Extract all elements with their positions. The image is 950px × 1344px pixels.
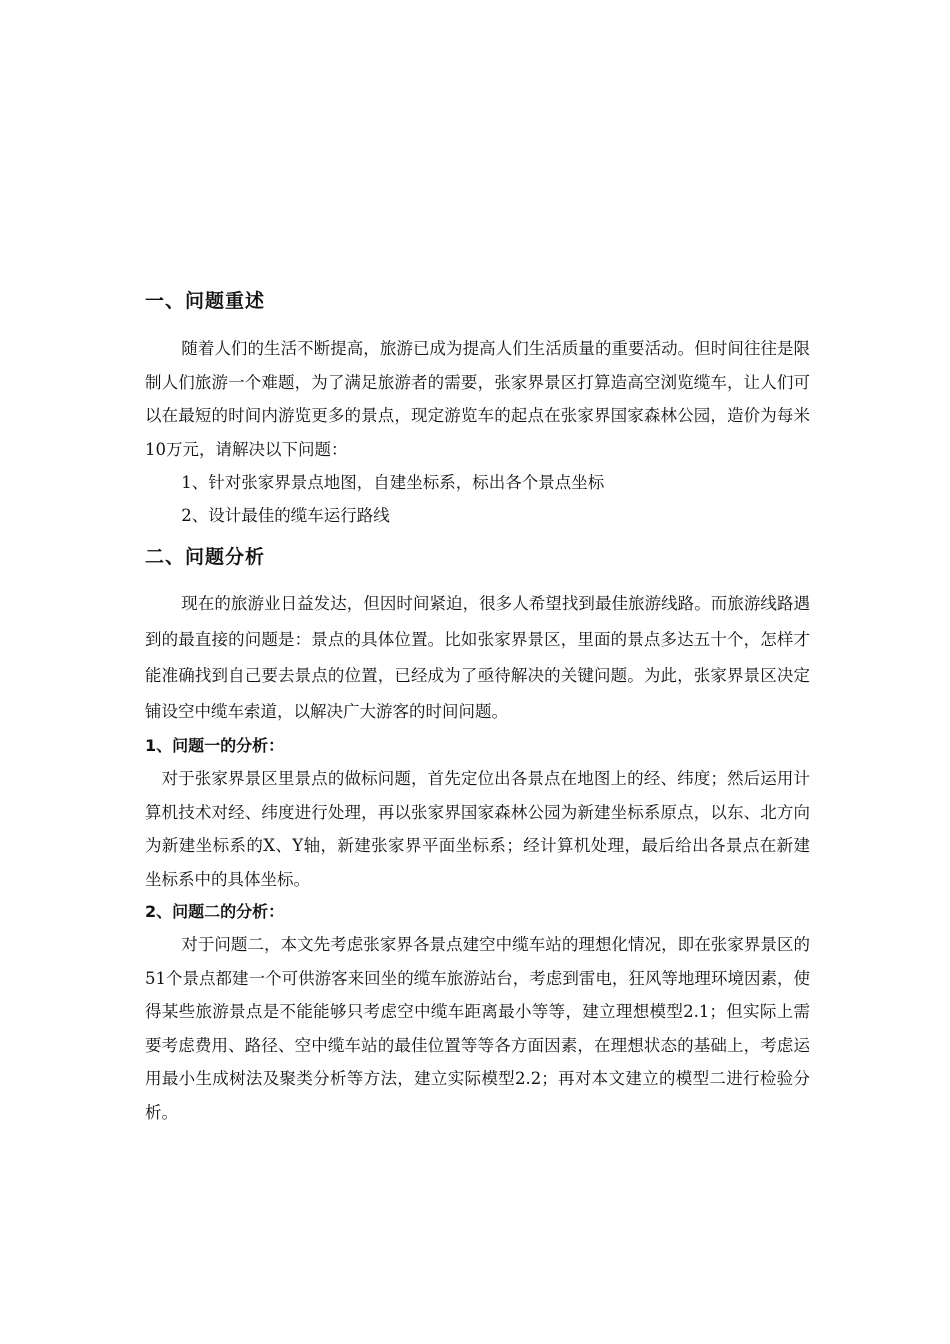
section1-paragraph: 随着人们的生活不断提高，旅游已成为提高人们生活质量的重要活动。但时间往往是限制人们旅游一个难题，为了满足旅游者的需要，张家界景区打算造高空浏览缆车，让人们可以在最短的时间内游览更多的景点，现定游览车的起点在张家界国家森林公园，造价为每米10万元，请解决以下问题： <box>145 339 810 459</box>
subsection2-heading: 2、问题二的分析： <box>145 902 285 921</box>
section2-paragraph: 现在的旅游业日益发达，但因时间紧迫，很多人希望找到最佳旅游线路。而旅游线路遇到的最直接的问题是：景点的具体位置。比如张家界景区，里面的景点多达五十个，怎样才能准确找到自己要去景点的位置，已经成为了亟待解决的关键问题。为此，张家界景区决定铺设空中缆车索道，以解决广大游客的时间问题。 <box>145 594 810 721</box>
section1-item-1: 1、针对张家界景点地图，自建坐标系，标出各个景点坐标 <box>181 473 605 492</box>
section2-heading: 二、问题分析 <box>145 546 266 568</box>
subsection1-heading: 1、问题一的分析： <box>145 736 285 755</box>
subsection1-paragraph: 对于张家界景区里景点的做标问题，首先定位出各景点在地图上的经、纬度；然后运用计算机技术对经、纬度进行处理，再以张家界国家森林公园为新建坐标系原点，以东、北方向为新建坐标系的X、Y轴，新建张家界平面坐标系；经计算机处理，最后给出各景点在新建坐标系中的具体坐标。 <box>145 769 810 889</box>
subsection2-paragraph: 对于问题二，本文先考虑张家界各景点建空中缆车站的理想化情况，即在张家界景区的51个景点都建一个可供游客来回坐的缆车旅游站台，考虑到雷电，狂风等地理环境因素，使得某些旅游景点是不能能够只考虑空中缆车距离最小等等，建立理想模型2.1；但实际上需要考虑费用、路径、空中缆车站的最佳位置等等各方面因素，在理想状态的基础上，考虑运用最小生成树法及聚类分析等方法，建立实际模型2.2；再对本文建立的模型二进行检验分析。 <box>145 935 810 1122</box>
document-content <box>145 282 810 1129</box>
section1-item-2: 2、设计最佳的缆车运行路线 <box>181 506 390 525</box>
section1-heading: 一、问题重述 <box>145 290 266 312</box>
